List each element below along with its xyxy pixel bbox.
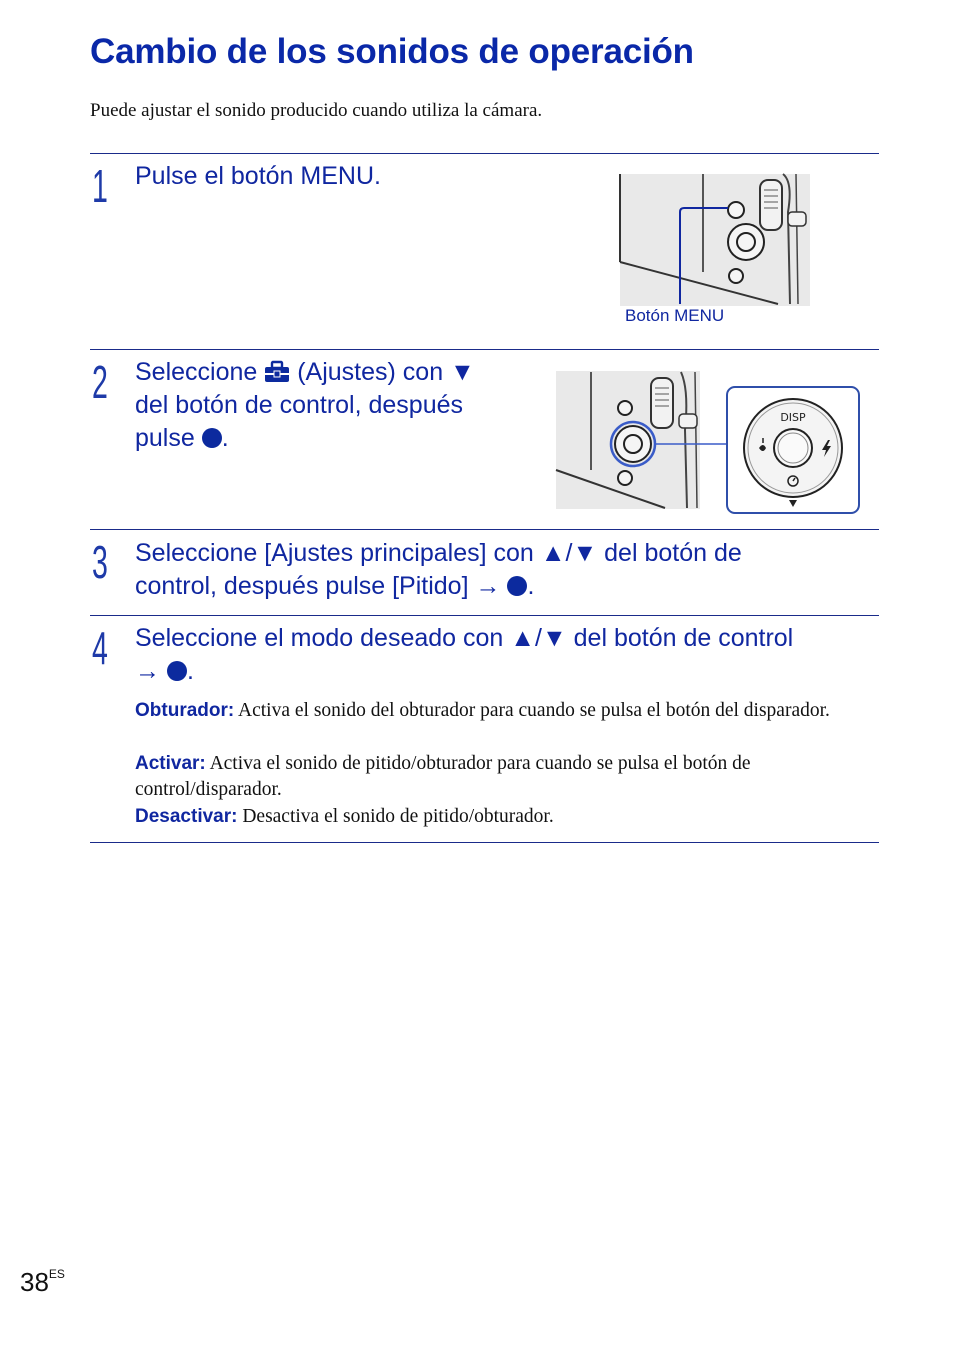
step-divider xyxy=(90,529,879,530)
option-text: Desactiva el sonido de pitido/obturador. xyxy=(242,806,554,827)
page-language-suffix: ES xyxy=(48,1267,65,1281)
center-button-dot-icon xyxy=(507,576,527,596)
step-3-line-2: control, después pulse [Pitido] → xyxy=(135,572,501,600)
center-button-dot-icon xyxy=(167,661,187,681)
option-key: Obturador: xyxy=(135,700,235,721)
step-2-line-3: pulse xyxy=(135,424,195,452)
step-4-line-1: Seleccione el modo deseado con ▲/▼ del botón de control xyxy=(135,624,794,652)
step-1-line: Pulse el botón MENU. xyxy=(135,162,381,190)
step-4-line-2: → xyxy=(135,657,160,685)
step-2-line-a: Seleccione xyxy=(135,358,258,386)
step-3-text: Seleccione [Ajustes principales] con ▲/▼ del botón de control, después pulse [Pitido] → . xyxy=(135,539,742,600)
step-3-line-1: Seleccione [Ajustes principales] con ▲/▼ del botón de xyxy=(135,539,742,567)
camera-control-illustration xyxy=(555,370,701,510)
step-4-text: Seleccione el modo deseado con ▲/▼ del botón de control → . xyxy=(135,624,794,685)
step-2-line-b: (Ajustes) con ▼ xyxy=(297,358,475,386)
step-number: 2 xyxy=(92,356,108,408)
section-end-divider xyxy=(90,842,879,843)
option-text: Activa el sonido del obturador para cuando se pulsa el botón del disparador. xyxy=(238,700,830,721)
center-button-dot-icon xyxy=(202,428,222,448)
option-key: Desactivar: xyxy=(135,806,238,827)
option-text: Activa el sonido de pitido/obturador para cuando se pulsa el botón de control/disparador. xyxy=(135,753,751,800)
option-desactivar xyxy=(135,804,850,830)
step-number: 4 xyxy=(92,622,108,674)
step-number: 3 xyxy=(92,536,108,588)
page-number xyxy=(20,1267,65,1298)
step-1-text xyxy=(135,160,381,193)
step-divider xyxy=(90,349,879,350)
option-key: Activar: xyxy=(135,753,206,774)
page-number-value: 38 xyxy=(20,1267,49,1297)
option-activar xyxy=(135,751,850,803)
camera-back-illustration xyxy=(618,172,812,308)
step-number: 1 xyxy=(92,160,108,212)
toolbox-settings-icon xyxy=(264,361,290,383)
menu-button-caption: Botón MENU xyxy=(625,306,725,325)
step-2-line-2: del botón de control, después xyxy=(135,391,464,419)
step-divider xyxy=(90,153,879,154)
step-divider xyxy=(90,615,879,616)
dial-label-disp: DISP xyxy=(780,411,806,424)
control-dial-detail xyxy=(726,386,860,514)
page-title: Cambio de los sonidos de operación xyxy=(90,32,694,71)
option-obturador xyxy=(135,698,850,724)
intro-text: Puede ajustar el sonido producido cuando utiliza la cámara. xyxy=(90,100,543,121)
step-2-text: Seleccione (Ajustes) con ▼ del botón de control, después pulse . xyxy=(135,358,475,452)
